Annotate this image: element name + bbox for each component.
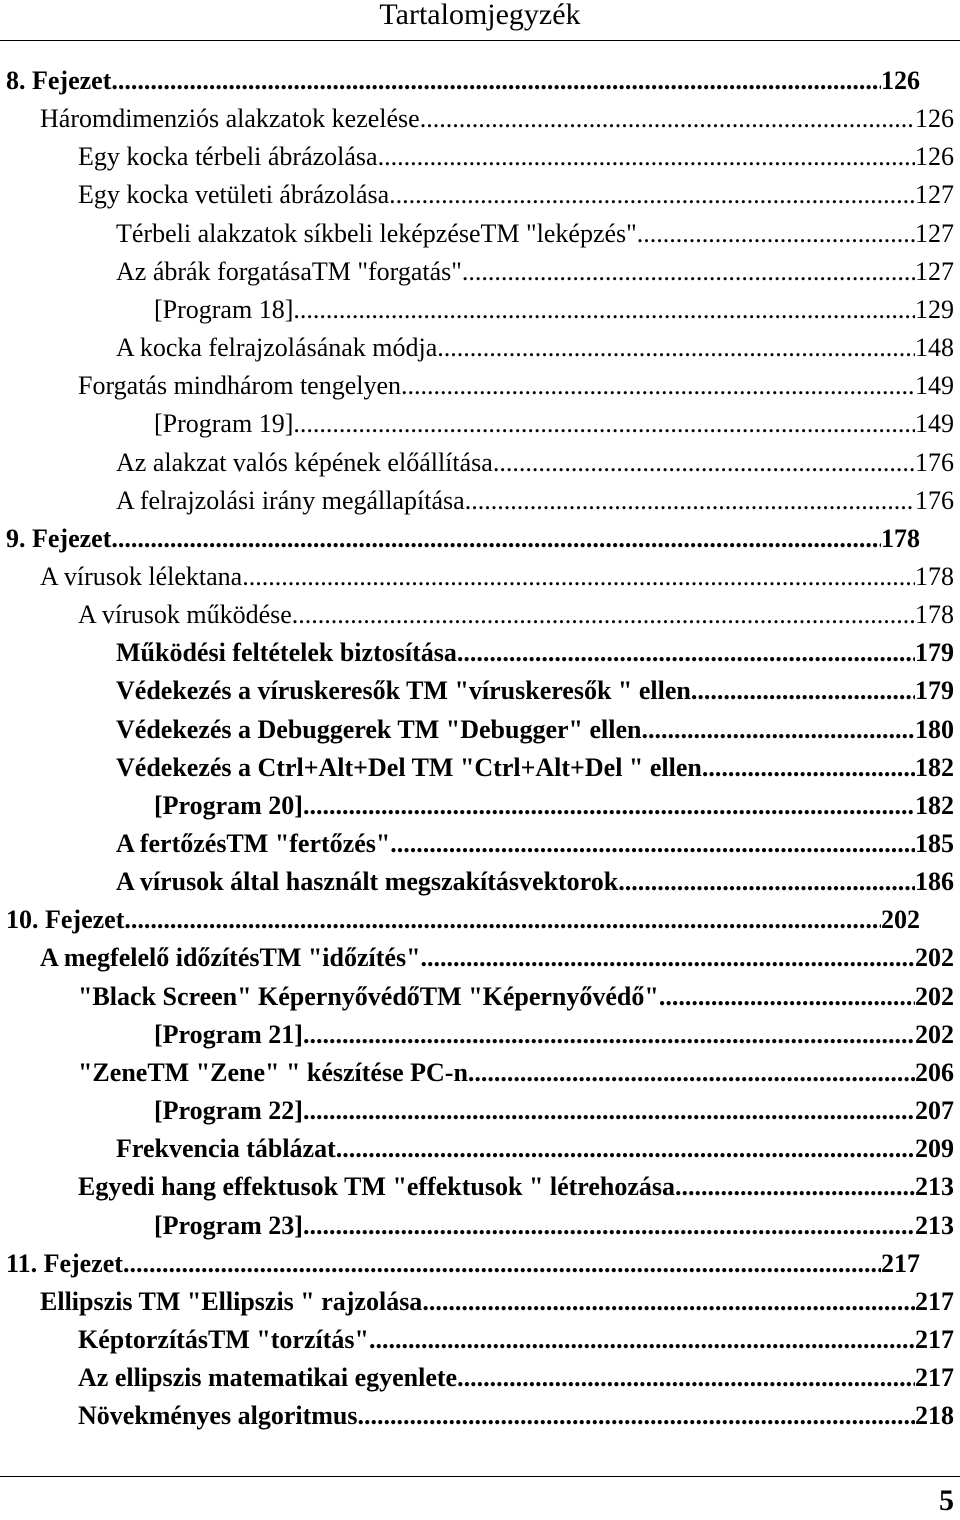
toc-dot-leader bbox=[468, 1054, 915, 1092]
toc-entry[interactable] bbox=[116, 1130, 954, 1168]
toc-entry-title: Háromdimenziós alakzatok kezelése bbox=[40, 104, 420, 134]
toc-entry-title: Az ábrák forgatásaTM "forgatás" bbox=[116, 256, 462, 286]
toc-entry-page: 126 bbox=[881, 66, 920, 95]
toc-entry-title: [Program 19] bbox=[154, 409, 294, 439]
toc-entry-title: A vírusok működése bbox=[78, 600, 292, 630]
toc-entry-title: Egy kocka vetületi ábrázolása bbox=[78, 180, 390, 210]
toc-entry[interactable] bbox=[116, 825, 954, 863]
toc-entry-page: 178 bbox=[915, 600, 954, 630]
footer-divider bbox=[0, 1476, 960, 1477]
toc-entry-page: 127 bbox=[915, 218, 954, 248]
toc-entry-title: Növekményes algoritmus bbox=[78, 1401, 358, 1431]
toc-dot-leader bbox=[462, 253, 915, 291]
toc-entry[interactable] bbox=[40, 558, 954, 596]
toc-entry-page: 186 bbox=[915, 867, 954, 897]
toc-dot-leader bbox=[437, 329, 915, 367]
toc-dot-leader bbox=[378, 138, 915, 176]
toc-entry-page: 127 bbox=[915, 256, 954, 286]
toc-entry-page: 217 bbox=[881, 1248, 920, 1278]
toc-entry-title: A vírusok által használt megszakításvektorok bbox=[116, 867, 619, 897]
toc-entry-page: 202 bbox=[915, 943, 954, 973]
toc-entry-page: 176 bbox=[915, 485, 954, 515]
toc-dot-leader bbox=[641, 711, 915, 749]
toc-entry[interactable] bbox=[116, 749, 954, 787]
toc-entry[interactable] bbox=[6, 62, 920, 100]
toc-dot-leader bbox=[691, 672, 915, 710]
toc-entry[interactable] bbox=[6, 520, 920, 558]
toc-entry[interactable] bbox=[78, 1054, 954, 1092]
toc-entry-title: Egyedi hang effektusok TM "effektusok " létrehozása bbox=[78, 1172, 676, 1202]
toc-entry-page: 217 bbox=[915, 1324, 954, 1354]
toc-dot-leader bbox=[675, 1168, 915, 1206]
toc-entry-page: 213 bbox=[915, 1172, 954, 1202]
toc-entry-page: 207 bbox=[915, 1096, 954, 1126]
toc-dot-leader bbox=[493, 444, 915, 482]
toc-dot-leader bbox=[111, 520, 881, 558]
toc-dot-leader bbox=[618, 863, 915, 901]
toc-entry-page: 126 bbox=[915, 104, 954, 134]
toc-entry-page: 217 bbox=[915, 1286, 954, 1316]
toc-dot-leader bbox=[637, 215, 915, 253]
toc-entry-page: 182 bbox=[915, 752, 954, 782]
toc-dot-leader bbox=[465, 482, 915, 520]
toc-dot-leader bbox=[401, 367, 915, 405]
toc-entry-page: 202 bbox=[915, 981, 954, 1011]
toc-entry-title: A felrajzolási irány megállapítása bbox=[116, 485, 465, 515]
toc-entry-page: 127 bbox=[915, 180, 954, 210]
toc-entry[interactable] bbox=[154, 787, 954, 825]
toc-entry-title: 8. Fejezet bbox=[6, 66, 112, 95]
toc-dot-leader bbox=[124, 901, 881, 939]
toc-entry-page: 209 bbox=[915, 1134, 954, 1164]
toc-entry[interactable] bbox=[78, 1359, 954, 1397]
toc-dot-leader bbox=[369, 1321, 915, 1359]
toc-dot-leader bbox=[357, 1397, 915, 1435]
toc-entry-title: A vírusok lélektana bbox=[40, 561, 243, 591]
toc-entry-title: [Program 22] bbox=[154, 1096, 303, 1126]
toc-entry[interactable] bbox=[6, 1245, 920, 1283]
toc-entry-page: 182 bbox=[915, 790, 954, 820]
toc-entry-title: A megfelelő időzítésTM "időzítés" bbox=[40, 943, 421, 973]
toc-entry-title: 9. Fejezet bbox=[6, 523, 112, 553]
toc-entry-page: 218 bbox=[915, 1401, 954, 1431]
toc-entry[interactable] bbox=[78, 138, 954, 176]
toc-entry-page: 129 bbox=[915, 294, 954, 324]
toc-entry-title: Ellipszis TM "Ellipszis " rajzolása bbox=[40, 1286, 423, 1316]
toc-entry[interactable] bbox=[116, 444, 954, 482]
toc-entry[interactable] bbox=[78, 1321, 954, 1359]
toc-entry[interactable] bbox=[78, 978, 954, 1016]
toc-entry-page: 148 bbox=[915, 333, 954, 363]
toc-dot-leader bbox=[702, 749, 915, 787]
toc-dot-leader bbox=[303, 1092, 915, 1130]
toc-dot-leader bbox=[123, 1245, 881, 1283]
toc-entry[interactable] bbox=[154, 291, 954, 329]
toc-entry[interactable] bbox=[116, 329, 954, 367]
toc-entry-title: Védekezés a Debuggerek TM "Debugger" ellen bbox=[116, 714, 642, 744]
toc-entry[interactable] bbox=[116, 672, 954, 710]
toc-entry-page: 180 bbox=[915, 714, 954, 744]
toc-entry-page: 213 bbox=[915, 1210, 954, 1240]
toc-entry-page: 206 bbox=[915, 1057, 954, 1087]
toc-entry-page: 126 bbox=[915, 142, 954, 172]
toc-entry-title: [Program 23] bbox=[154, 1210, 303, 1240]
toc-dot-leader bbox=[293, 405, 915, 443]
toc-entry[interactable] bbox=[154, 1016, 954, 1054]
toc-dot-leader bbox=[421, 939, 915, 977]
toc-entry-title: [Program 18] bbox=[154, 294, 294, 324]
toc-entry-page: 149 bbox=[915, 409, 954, 439]
toc-entry-title: "Black Screen" KépernyővédőTM "Képernyővédő" bbox=[78, 981, 659, 1011]
toc-entry[interactable] bbox=[116, 634, 954, 672]
toc-entry-title: 10. Fejezet bbox=[6, 905, 125, 935]
toc-entry[interactable] bbox=[154, 1207, 954, 1245]
toc-entry-title: Frekvencia táblázat bbox=[116, 1134, 336, 1164]
toc-entry-page: 202 bbox=[881, 905, 920, 935]
toc-dot-leader bbox=[420, 100, 915, 138]
toc-entry-page: 178 bbox=[881, 523, 920, 553]
toc-entry[interactable] bbox=[78, 1168, 954, 1206]
toc-entry-title: 11. Fejezet bbox=[6, 1248, 123, 1278]
toc-entry-title: Egy kocka térbeli ábrázolása bbox=[78, 142, 378, 172]
toc-entry[interactable] bbox=[40, 100, 954, 138]
header-divider bbox=[0, 40, 960, 41]
toc-entry-page: 179 bbox=[915, 638, 954, 668]
toc-dot-leader bbox=[293, 291, 915, 329]
toc-entry-page: 202 bbox=[915, 1019, 954, 1049]
toc-entry[interactable] bbox=[6, 901, 920, 939]
page-number: 5 bbox=[939, 1484, 954, 1517]
toc-entry[interactable] bbox=[154, 405, 954, 443]
toc-entry-page: 176 bbox=[915, 447, 954, 477]
toc-entry-title: [Program 21] bbox=[154, 1019, 303, 1049]
toc-entry[interactable] bbox=[78, 596, 954, 634]
toc-entry-page: 185 bbox=[915, 829, 954, 858]
toc-entry-title: A kocka felrajzolásának módja bbox=[116, 333, 438, 363]
toc-entry[interactable] bbox=[116, 215, 954, 253]
toc-entry-page: 217 bbox=[915, 1363, 954, 1393]
toc-dot-leader bbox=[303, 1207, 915, 1245]
toc-entry[interactable] bbox=[116, 711, 954, 749]
toc-entry-title: Az ellipszis matematikai egyenlete bbox=[78, 1363, 458, 1393]
toc-entry-page: 178 bbox=[915, 561, 954, 591]
toc-dot-leader bbox=[292, 596, 915, 634]
toc-entry-title: [Program 20] bbox=[154, 790, 303, 820]
toc-dot-leader bbox=[457, 1359, 915, 1397]
toc-dot-leader bbox=[390, 825, 915, 863]
toc-entry-title: Forgatás mindhárom tengelyen bbox=[78, 371, 402, 401]
toc-dot-leader bbox=[111, 62, 881, 100]
toc-dot-leader bbox=[457, 634, 915, 672]
toc-entry-title: Térbeli alakzatok síkbeli leképzéseTM "leképzés" bbox=[116, 218, 637, 248]
toc-dot-leader bbox=[659, 978, 915, 1016]
toc-dot-leader bbox=[422, 1283, 915, 1321]
toc-entry[interactable] bbox=[40, 939, 954, 977]
toc-dot-leader bbox=[303, 1016, 915, 1054]
toc-entry-page: 149 bbox=[915, 371, 954, 401]
toc-entry[interactable] bbox=[154, 1092, 954, 1130]
toc-entry-title: Működési feltételek biztosítása bbox=[116, 638, 457, 668]
toc-entry[interactable] bbox=[116, 253, 954, 291]
toc-entry[interactable] bbox=[78, 367, 954, 405]
toc-entry[interactable] bbox=[116, 482, 954, 520]
toc-dot-leader bbox=[336, 1130, 915, 1168]
toc-entry-title: Védekezés a Ctrl+Alt+Del TM "Ctrl+Alt+Del " ellen bbox=[116, 752, 702, 782]
toc-entry[interactable] bbox=[78, 176, 954, 214]
toc-entry-title: "ZeneTM "Zene" " készítése PC-n bbox=[78, 1057, 468, 1087]
toc-entry-title: A fertőzésTM "fertőzés" bbox=[116, 829, 391, 858]
toc-entry-page: 179 bbox=[915, 676, 954, 706]
page-header-title: Tartalomjegyzék bbox=[379, 0, 581, 31]
toc-entry[interactable] bbox=[40, 1283, 954, 1321]
toc-entry[interactable] bbox=[116, 863, 954, 901]
toc-entry-title: Védekezés a víruskeresők TM "víruskeresők " ellen bbox=[116, 676, 691, 706]
toc-dot-leader bbox=[242, 558, 915, 596]
toc-entry[interactable] bbox=[78, 1397, 954, 1435]
toc-dot-leader bbox=[389, 176, 915, 214]
toc-entry-title: Az alakzat valós képének előállítása bbox=[116, 447, 493, 477]
toc-entry-title: KéptorzításTM "torzítás" bbox=[78, 1324, 369, 1354]
toc-dot-leader bbox=[303, 787, 915, 825]
